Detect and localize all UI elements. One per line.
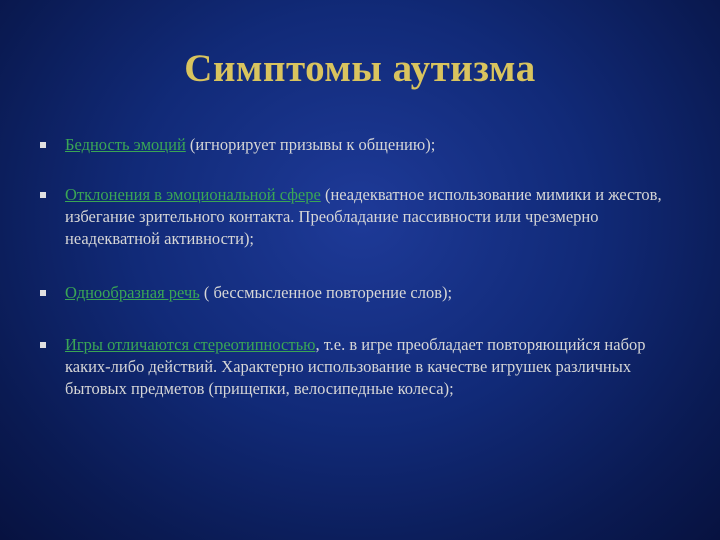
bullet-item (40, 134, 690, 156)
bullet-term[interactable]: Игры отличаются стереотипностью (65, 335, 316, 354)
square-bullet-icon (40, 290, 46, 296)
bullet-item (40, 282, 690, 304)
bullet-list (40, 134, 690, 400)
bullet-text: ( бессмысленное повторение слов); (199, 283, 453, 302)
square-bullet-icon (40, 192, 46, 198)
bullet-text: (неадекватное использование мимики и жестов, избегание зрительного контакта. Преобладание пассивности или чрезмерно неадекватной активности); (65, 185, 662, 248)
bullet-item (40, 184, 690, 250)
square-bullet-icon (40, 342, 46, 348)
bullet-term[interactable]: Однообразная речь (65, 283, 200, 302)
bullet-text: , т.е. в игре преобладает повторяющийся набор каких-либо действий. Характерно использование в качестве игрушек различных бытовых предметов (прищепки, велосипедные колеса); (65, 335, 646, 398)
bullet-item (40, 334, 690, 400)
bullet-term[interactable]: Бедность эмоций (65, 135, 186, 154)
bullet-term[interactable]: Отклонения в эмоциональной сфере (65, 185, 321, 204)
slide-title: Симптомы аутизма (184, 47, 536, 90)
bullet-text: (игнорирует призывы к общению); (185, 135, 436, 154)
square-bullet-icon (40, 142, 46, 148)
